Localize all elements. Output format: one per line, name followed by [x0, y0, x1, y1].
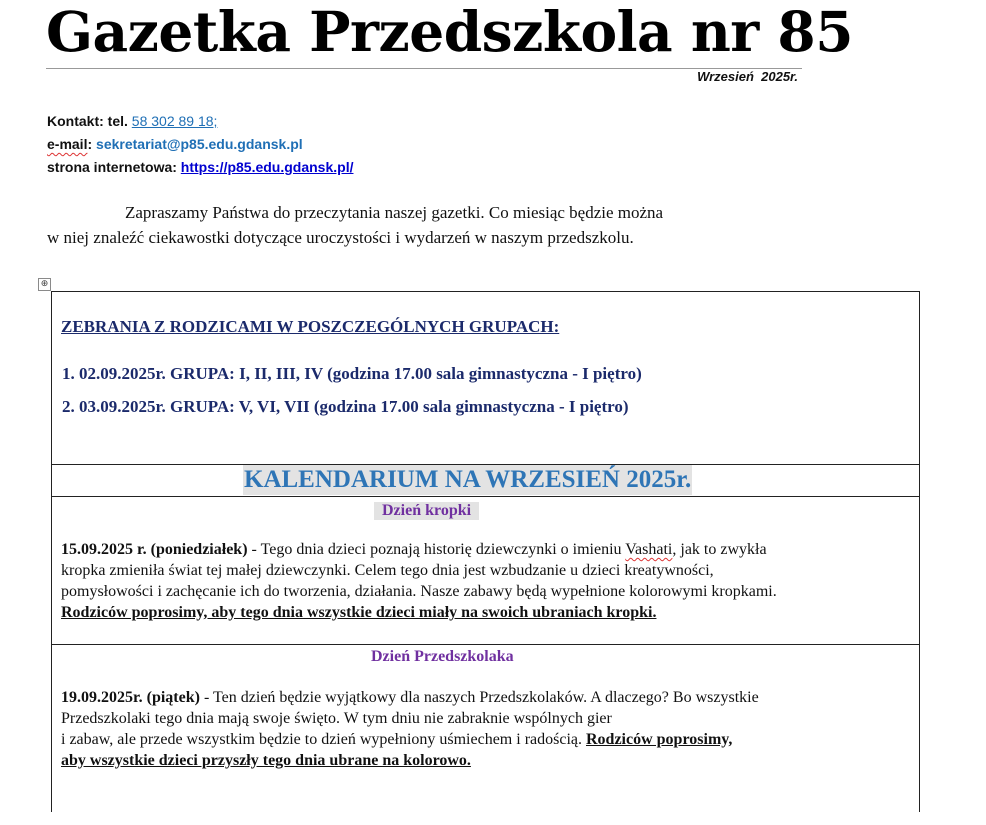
preschooler-request-start: Rodziców poprosimy,	[586, 731, 733, 748]
site-label: strona internetowa:	[47, 159, 177, 175]
preschooler-line-2: Przedszkolaki tego dnia mają swoje święto. W tym dniu nie zabraknie wspólnych gier	[61, 710, 612, 727]
contact-phone-row	[47, 110, 353, 133]
intro-line-2: w niej znaleźć ciekawostki dotyczące uroczystości i wydarzeń w naszym przedszkolu.	[47, 228, 634, 247]
website-link[interactable]: https://p85.edu.gdansk.pl/	[180, 159, 354, 175]
meetings-heading: ZEBRANIA Z RODZICAMI W POSZCZEGÓLNYCH GRUPACH:	[61, 317, 560, 336]
preschooler-day-paragraph	[61, 687, 759, 771]
day-dot-text-b: , jak to zwykła	[672, 541, 767, 558]
day-dot-line-2: kropka zmieniła świat tej małej dziewczynki. Celem tego dnia jest wzbudzanie u dzieci kreatywności,	[61, 562, 714, 579]
name-vashati: Vashati	[625, 541, 673, 558]
day-dot-line-3: pomysłowości i zachęcanie ich do tworzenia, działania. Nasze zabawy będą wypełnione kolorowymi kropkami.	[61, 583, 777, 600]
preschooler-text-3a: i zabaw, ale przede wszystkim będzie to dzień wypełniony uśmiechem i radością.	[61, 731, 586, 748]
email-label: e-mail	[47, 136, 88, 152]
calendar-title: KALENDARIUM NA WRZESIEŃ 2025r.	[244, 466, 692, 493]
email-colon: :	[87, 136, 93, 152]
preschooler-day-title: Dzień Przedszkolaka	[371, 648, 514, 665]
day-dot-date: 15.09.2025 r. (poniedziałek)	[61, 541, 248, 558]
email-link[interactable]: sekretariat@p85.edu.gdansk.pl	[96, 136, 303, 152]
preschooler-request-end: aby wszystkie dzieci przyszły tego dnia ubrane na kolorowo.	[61, 752, 471, 769]
contact-block	[47, 110, 353, 179]
title-divider	[46, 68, 802, 69]
day-dot-paragraph	[61, 539, 777, 623]
issue-date: Wrzesień 2025r.	[697, 69, 798, 84]
meetings-cell	[52, 292, 919, 465]
contact-email-row	[47, 133, 353, 156]
phone-label: Kontakt: tel.	[47, 113, 128, 129]
intro-paragraph	[47, 200, 787, 250]
day-dot-title: Dzień kropki	[374, 502, 479, 520]
preschooler-text-a: - Ten dzień będzie wyjątkowy dla naszych Przedszkolaków. A dlaczego? Bo wszystkie	[199, 689, 759, 706]
preschooler-day-date: 19.09.2025r. (piątek)	[61, 689, 200, 706]
preschooler-line-1	[61, 687, 759, 708]
preschooler-line-3	[61, 729, 759, 750]
meeting-item-1: 1. 02.09.2025r. GRUPA: I, II, III, IV (godzina 17.00 sala gimnastyczna - I piętro)	[62, 364, 642, 383]
day-dot-cell	[52, 497, 919, 645]
intro-line-1: Zapraszamy Państwa do przeczytania naszej gazetki. Co miesiąc będzie można	[125, 203, 664, 222]
table-move-handle-icon[interactable]: ⊕	[38, 278, 51, 291]
news-table	[51, 291, 920, 812]
newsletter-title: Gazetka Przedszkola nr 85	[46, 0, 853, 64]
preschooler-day-cell	[52, 645, 919, 825]
day-dot-line-1	[61, 539, 777, 560]
phone-link[interactable]: 58 302 89 18;	[131, 113, 218, 129]
contact-site-row	[47, 156, 353, 179]
meeting-item-2: 2. 03.09.2025r. GRUPA: V, VI, VII (godzina 17.00 sala gimnastyczna - I piętro)	[62, 397, 629, 416]
day-dot-text-a: - Tego dnia dzieci poznają historię dziewczynki o imieniu	[247, 541, 626, 558]
day-dot-request: Rodziców poprosimy, aby tego dnia wszystkie dzieci miały na swoich ubraniach kropki.	[61, 604, 657, 621]
